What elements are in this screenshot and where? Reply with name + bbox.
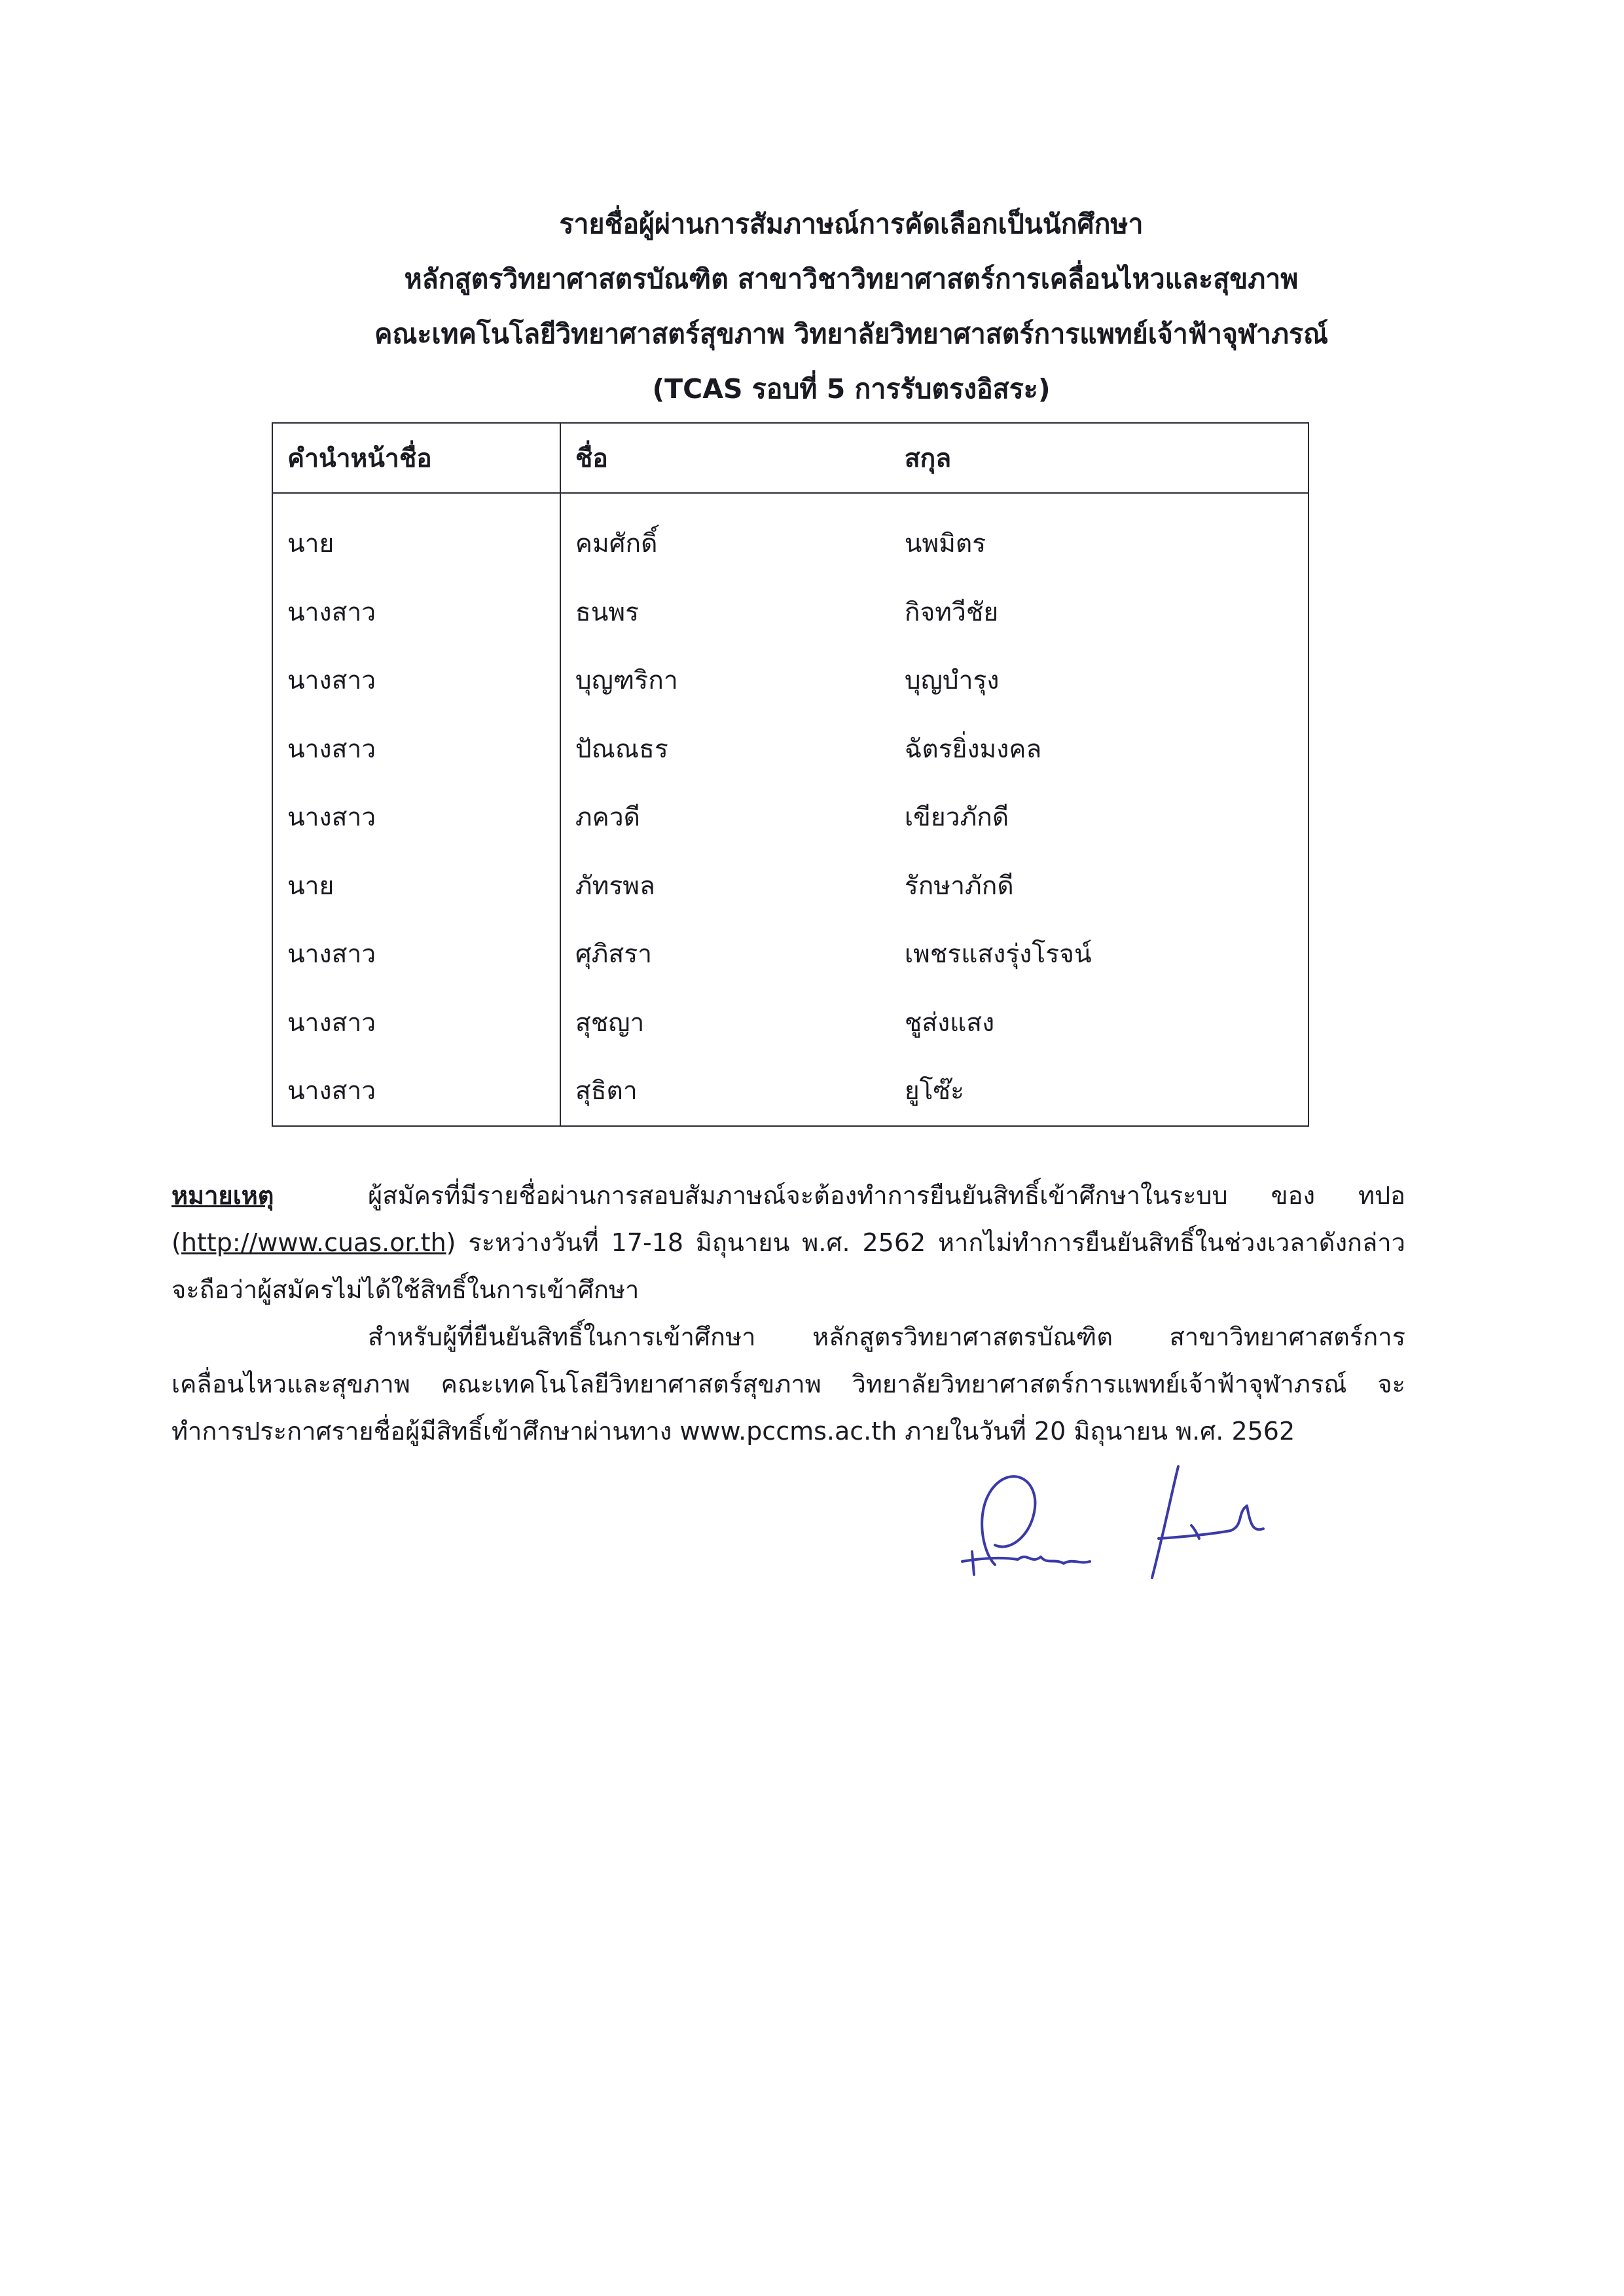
- remark-text-1b: ) ระหว่างวันที่ 17-18 มิถุนายน พ.ศ. 2562 หากไม่ทำการยืนยันสิทธิ์ในช่วงเวลาดังกล่าว จะถือว่าผู้สมัครไม่ได้ใช้สิทธิ์ในการเข้าศึกษา: [171, 1228, 1405, 1304]
- cell-last-name: ชูส่งแสง: [905, 989, 1308, 1057]
- candidate-table: [272, 422, 1309, 1127]
- signature-stroke-2: [962, 1557, 1090, 1563]
- cell-prefix: นางสาว: [272, 783, 560, 852]
- table-row: [272, 852, 1308, 920]
- remark-paragraph-1: [171, 1172, 1405, 1313]
- cell-first-name: สุธิตา: [560, 1057, 905, 1126]
- table-row: [272, 646, 1308, 715]
- remark-section: [171, 1172, 1405, 1455]
- cell-last-name: เพชรแสงรุ่งโรจน์: [905, 920, 1308, 989]
- cell-prefix: นางสาว: [272, 989, 560, 1057]
- remark-text-1a: ผู้สมัครที่มีรายชื่อผ่านการสอบสัมภาษณ์จะต้องทำการยืนยันสิทธิ์เข้าศึกษาในระบบ ของ ทปอ (: [171, 1181, 1405, 1257]
- cell-last-name: นพมิตร: [905, 493, 1308, 578]
- table-row: [272, 578, 1308, 647]
- document-title: [0, 196, 1624, 416]
- title-line-2: หลักสูตรวิทยาศาสตรบัณฑิต สาขาวิชาวิทยาศาสตร์การเคลื่อนไหวและสุขภาพ: [404, 263, 1299, 295]
- table-row: [272, 989, 1308, 1057]
- cell-last-name: รักษาภักดี: [905, 852, 1308, 920]
- signature-stroke-1: [982, 1476, 1035, 1565]
- cell-last-name: ฉัตรยิ่งมงคล: [905, 715, 1308, 784]
- table-row: [272, 715, 1308, 784]
- cell-last-name: กิจทวีชัย: [905, 578, 1308, 647]
- cell-prefix: นางสาว: [272, 920, 560, 989]
- cell-prefix: นางสาว: [272, 715, 560, 784]
- cell-first-name: ธนพร: [560, 578, 905, 647]
- title-line-4: (TCAS รอบที่ 5 การรับตรงอิสระ): [652, 373, 1051, 405]
- header-first-name: ชื่อ: [560, 423, 905, 493]
- table-row: [272, 1057, 1308, 1126]
- cell-last-name: บุญบำรุง: [905, 646, 1308, 715]
- cell-first-name: ภัทรพล: [560, 852, 905, 920]
- title-line-1: รายชื่อผู้ผ่านการสัมภาษณ์การคัดเลือกเป็นนักศึกษา: [559, 208, 1144, 240]
- title-line-3: คณะเทคโนโลยีวิทยาศาสตร์สุขภาพ วิทยาลัยวิทยาศาสตร์การแพทย์เจ้าฟ้าจุฬาภรณ์: [374, 318, 1329, 350]
- table-row: [272, 493, 1308, 578]
- remark-text-2: สำหรับผู้ที่ยืนยันสิทธิ์ในการเข้าศึกษา หลักสูตรวิทยาศาสตรบัณฑิต สาขาวิทยาศาสตร์การเคลื่อนไหวและสุขภาพ คณะเทคโนโลยีวิทยาศาสตร์สุขภาพ วิทยาลัยวิทยาศาสตร์การแพทย์เจ้าฟ้าจุฬาภรณ์ จะทำการประกาศรายชื่อผู้มีสิทธิ์เข้าศึกษาผ่านทาง www.pccms.ac.th ภายในวันที่ 20 มิถุนายน พ.ศ. 2562: [171, 1322, 1405, 1446]
- signature-stroke-5: [1159, 1506, 1263, 1539]
- cell-prefix: นางสาว: [272, 646, 560, 715]
- header-prefix: คำนำหน้าชื่อ: [272, 423, 560, 493]
- cell-prefix: นางสาว: [272, 1057, 560, 1126]
- cuas-link[interactable]: http://www.cuas.or.th: [181, 1228, 446, 1257]
- cell-first-name: ภควดี: [560, 783, 905, 852]
- cell-prefix: นางสาว: [272, 578, 560, 647]
- header-last-name: สกุล: [905, 423, 1308, 493]
- cell-prefix: นาย: [272, 852, 560, 920]
- signature-image: [956, 1453, 1296, 1597]
- signature-stroke-3: [972, 1552, 974, 1575]
- table-row: [272, 783, 1308, 852]
- remark-label: หมายเหตุ: [171, 1181, 274, 1210]
- cell-first-name: คมศักดิ์: [560, 493, 905, 578]
- cell-first-name: ศุภิสรา: [560, 920, 905, 989]
- cell-first-name: สุชญา: [560, 989, 905, 1057]
- cell-prefix: นาย: [272, 493, 560, 578]
- remark-paragraph-2: [171, 1313, 1405, 1455]
- cell-last-name: เขียวภักดี: [905, 783, 1308, 852]
- table-header-row: [272, 423, 1308, 493]
- cell-first-name: บุญฑริกา: [560, 646, 905, 715]
- signature-stroke-4: [1152, 1467, 1178, 1578]
- cell-first-name: ปัณณธร: [560, 715, 905, 784]
- table-row: [272, 920, 1308, 989]
- cell-last-name: ยูโซ๊ะ: [905, 1057, 1308, 1126]
